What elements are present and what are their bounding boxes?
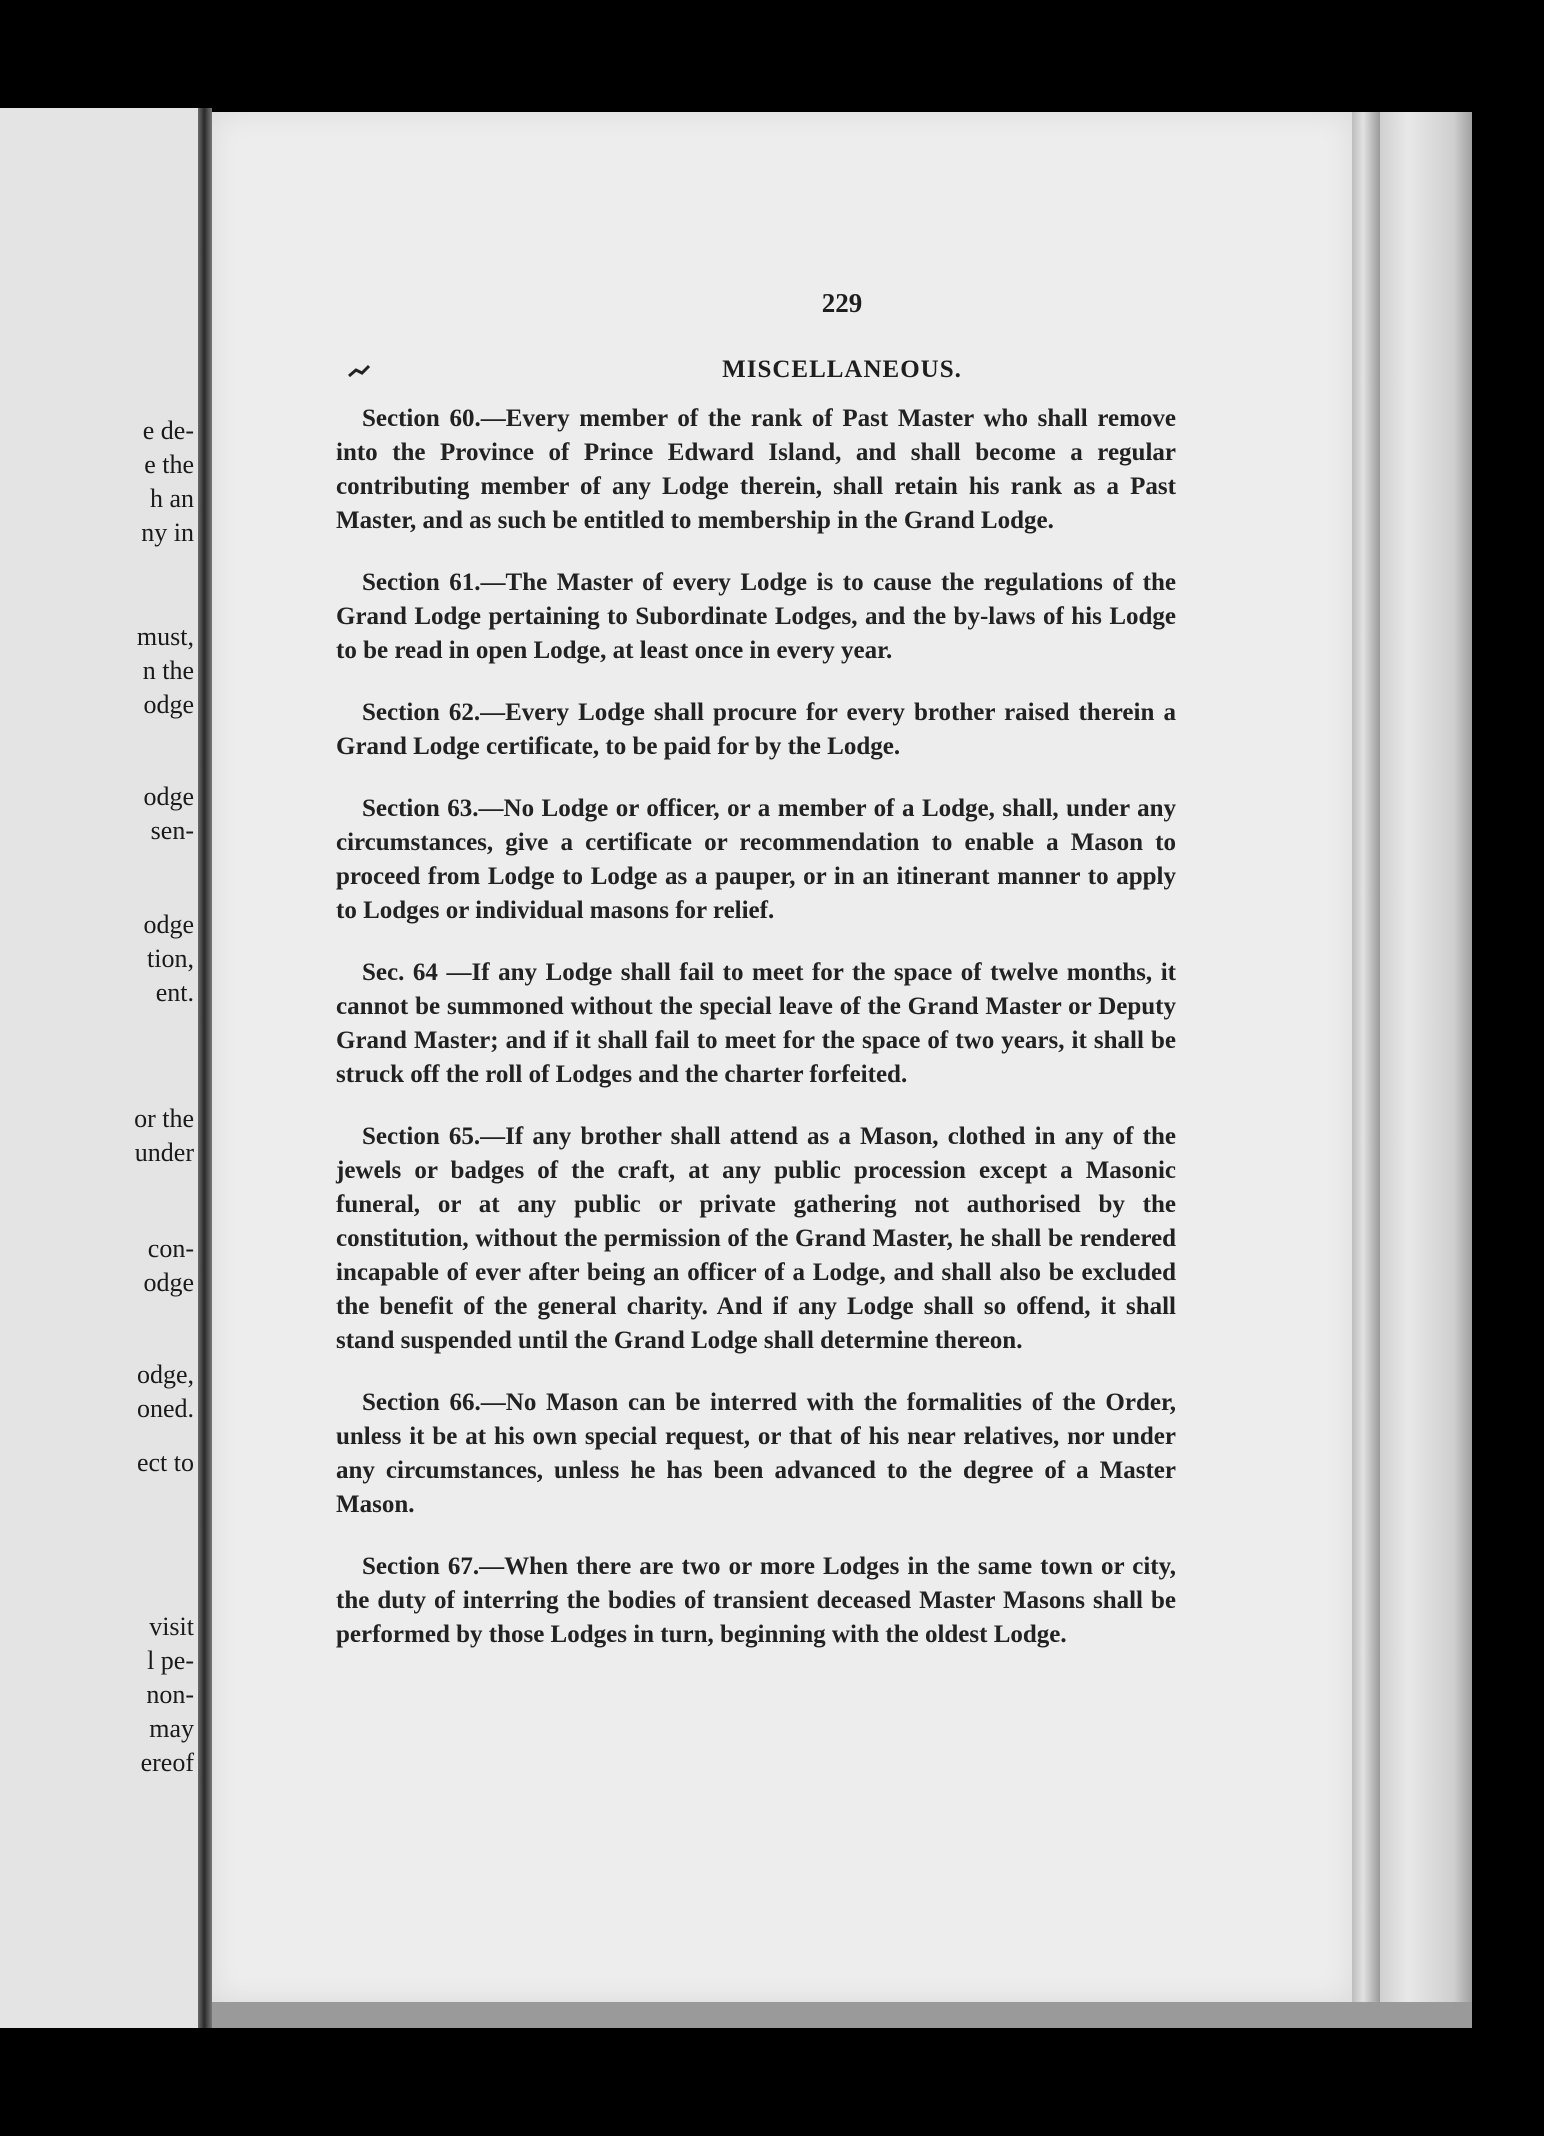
book-gutter [198,108,212,2028]
facing-page-text-fragment: n the [142,656,194,685]
facing-page-text-fragment: ect to [136,1448,194,1477]
facing-page-text-fragment: must, [136,622,194,651]
facing-page-text-fragment: odge [143,910,194,939]
facing-page-text-fragment: oned. [136,1394,194,1423]
facing-page-text-fragment: con- [147,1234,194,1263]
facing-page-text-fragment: odge [143,1268,194,1297]
facing-page-fragment [0,108,198,2028]
facing-page-text-fragment: non- [146,1680,194,1709]
facing-page-text-fragment: ny in [141,518,194,547]
facing-page-text-fragment: sen- [150,816,194,845]
facing-page-text-fragment: ereof [140,1748,194,1777]
page-body [336,402,1176,1680]
facing-page-text-fragment: may [149,1714,194,1743]
section-67: Section 67.—When there are two or more Lodges in the same town or city, the duty of interring the bodies of transient deceased Master Masons shall be performed by those Lodges in turn, beginning with the oldest Lodge. [336,1553,1176,1648]
section-61: Section 61.—The Master of every Lodge is to cause the regulations of the Grand Lodge pertaining to Subordinate Lodges, and the by-laws of his Lodge to be read in open Lodge, at least once in every year. [336,569,1176,664]
facing-page-text-fragment: under [134,1138,194,1167]
page-number: 229 [821,288,863,318]
section-60: Section 60.—Every member of the rank of Past Master who shall remove into the Province of Prince Edward Island, and shall become a regular contributing member of any Lodge therein, shall retain his rank as a Past Master, and as such be entitled to membership in the Grand Lodge. [336,405,1176,534]
facing-page-text-fragment: or the [134,1104,194,1133]
facing-page-text-fragment: odge [143,690,194,719]
section-64: Sec. 64 —If any Lodge shall fail to meet for the space of twelve months, it cannot be summoned without the special leave of the Grand Master or Deputy Grand Master; and if it shall fail to meet for the space of two years, it shall be struck off the roll of Lodges and the charter forfeited. [336,959,1176,1088]
facing-page-text-fragment: e de- [142,416,194,445]
section-66: Section 66.—No Mason can be interred with the formalities of the Order, unless it be at his own special request, or that of his near relatives, nor under any circumstances, unless he has been advanced to the degree of a Master Mason. [336,1389,1176,1518]
book-page [212,112,1352,2002]
facing-page-text-fragment: odge, [136,1360,194,1389]
section-65: Section 65.—If any brother shall attend as a Mason, clothed in any of the jewels or badges of the craft, at any public procession except a Masonic funeral, or at any public or private gathering not authorised by the constitution, without the permission of the Grand Master, he shall be rendered incapable of ever after being an officer of a Lodge, and shall also be excluded the benefit of the general charity. And if any Lodge shall so offend, it shall stand suspended until the Grand Lodge shall determine thereon. [336,1123,1176,1354]
facing-page-text-fragment: visit [149,1612,194,1641]
facing-page-text-fragment: l pe- [147,1646,194,1675]
facing-page-text-fragment: e the [144,450,194,479]
page-bottom-shadow [212,2002,1472,2028]
facing-page-text-fragment: ent. [155,978,194,1007]
facing-page-text-fragment: h an [149,484,194,513]
section-63: Section 63.—No Lodge or officer, or a member of a Lodge, shall, under any circumstances, give a certificate or recommendation to enable a Mason to proceed from Lodge to Lodge as a pauper, or in an itinerant manner to apply to Lodges or individual masons for relief. [336,795,1176,924]
page-stack-edge [1380,112,1472,2002]
facing-page-text-fragment: odge [143,782,194,811]
section-heading: MISCELLANEOUS. [722,356,962,383]
facing-page-text-fragment: tion, [147,944,194,973]
section-62: Section 62.—Every Lodge shall procure for every brother raised therein a Grand Lodge certificate, to be paid for by the Lodge. [336,699,1176,760]
page-edge [1352,112,1380,2002]
